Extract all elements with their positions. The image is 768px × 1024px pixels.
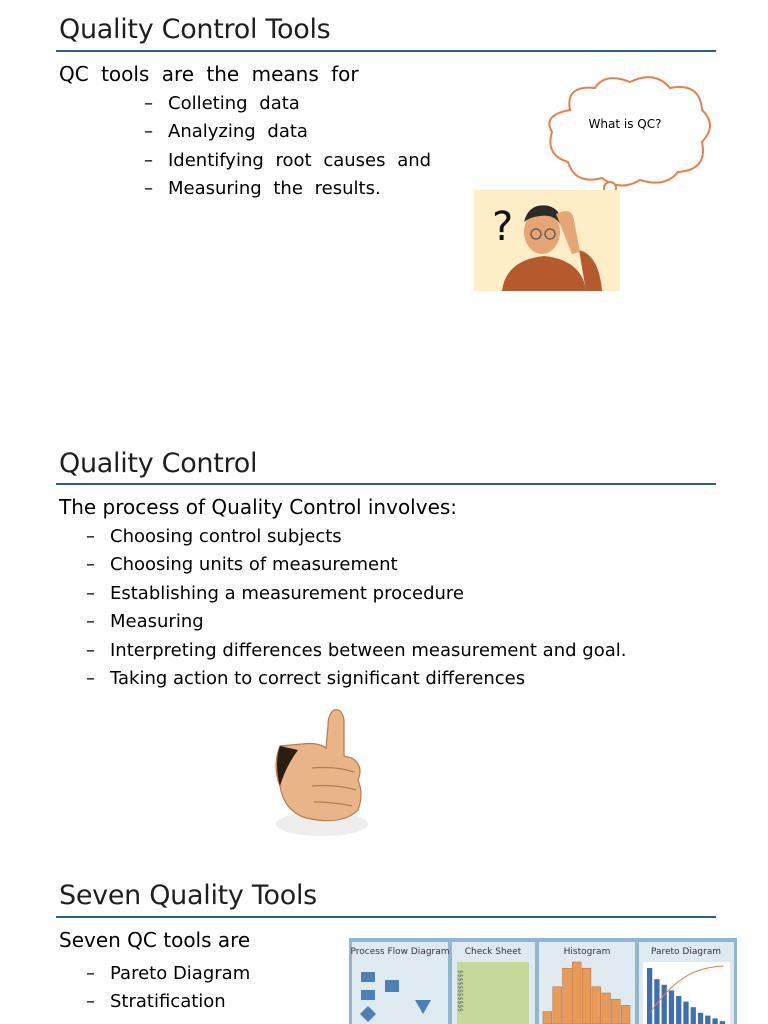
list-item: – Choosing units of measurement [86, 554, 398, 576]
panel-label-histogram: Histogram [563, 947, 611, 957]
slide-title: Quality Control Tools [59, 14, 331, 45]
histogram-bar [611, 999, 620, 1024]
slide-title: Quality Control [59, 448, 258, 479]
pareto-bar [669, 990, 674, 1024]
list-item: – Stratification [86, 991, 226, 1013]
list-item: – Analyzing data [144, 121, 308, 143]
list-item: – Colleting data [144, 93, 300, 114]
histogram-bar [572, 962, 581, 1024]
list-item: – Identifying root causes and [144, 149, 432, 171]
list-item: – Measuring the results. [144, 178, 381, 200]
pareto-bar [676, 996, 681, 1024]
histogram-bar [543, 1012, 552, 1024]
histogram-bar [621, 1005, 630, 1024]
question-mark: ? [492, 204, 514, 250]
pareto-bar [712, 1018, 717, 1024]
list-item: – Establishing a measurement procedure [86, 582, 464, 604]
bubble-text: What is QC? [588, 117, 662, 131]
list-item: – Taking action to correct significant differences [86, 667, 526, 689]
pareto-bar [698, 1013, 703, 1024]
list-item: – Choosing control subjects [86, 526, 342, 547]
histogram-bar [592, 987, 601, 1024]
list-item: – Pareto Diagram [86, 963, 251, 984]
pareto-bar [662, 985, 667, 1024]
panel-label-pareto: Pareto Diagram [650, 947, 722, 957]
slide-title: Seven Quality Tools [59, 880, 317, 911]
check-sheet-marks: $$$$$$$$$$$ [456, 970, 464, 1012]
slide-intro: The process of Quality Control involves: [59, 495, 458, 519]
list-item: – Measuring [86, 611, 204, 633]
flow-box [385, 980, 399, 992]
pareto-bar [683, 1002, 688, 1024]
panel-label-check-sheet: Check Sheet [464, 947, 522, 957]
pareto-bar [705, 1016, 710, 1024]
panel-label-process-flow: Process Flow Diagram [350, 947, 450, 957]
pareto-bar [691, 1007, 696, 1024]
slide-intro: QC tools are the means for [59, 62, 359, 86]
quality-tools-collage [349, 938, 737, 1024]
histogram-bar [602, 993, 611, 1024]
histogram-bar [553, 987, 562, 1024]
bullet-list [86, 960, 250, 1017]
list-item: – Interpreting differences between measurement and goal. [86, 639, 627, 661]
flow-box [361, 972, 375, 982]
slide-intro: Seven QC tools are [59, 928, 251, 952]
flow-box [361, 990, 375, 1000]
histogram-bar [563, 968, 572, 1024]
pareto-bar [647, 968, 652, 1024]
title-rule [56, 916, 716, 918]
histogram-bar [582, 968, 591, 1024]
